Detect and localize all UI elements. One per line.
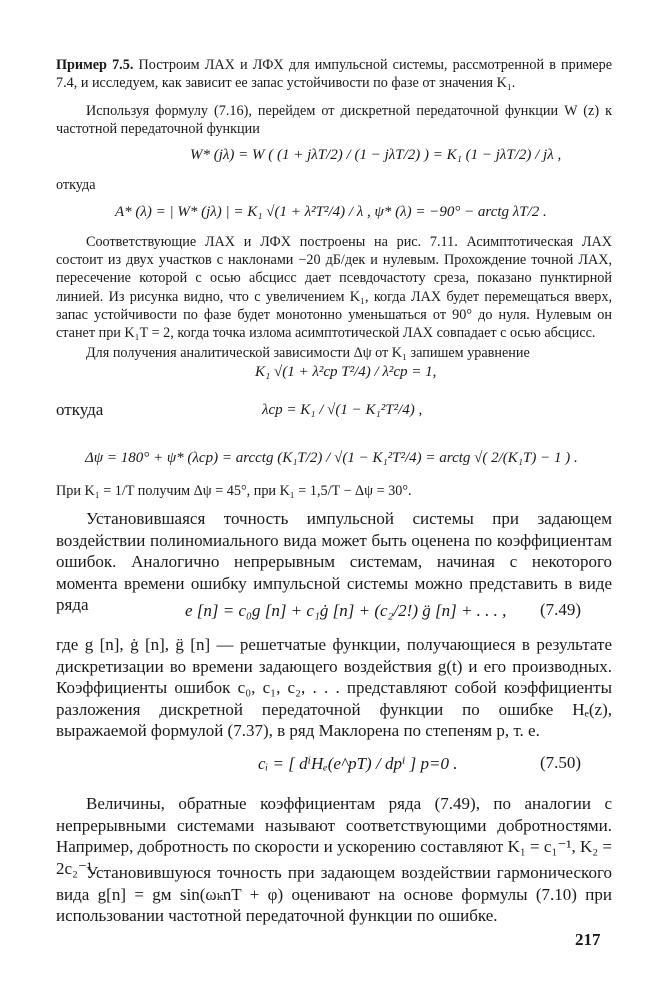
equation-delta-psi: Δψ = 180° + ψ* (λср) = arcctg (K₁T/2) / √(1 − K₁²T²/4) = arctg √( 2/(K₁T) − 1 ) . bbox=[85, 450, 578, 466]
equation-a-star-psi: A* (λ) = | W* (jλ) | = K₁ √(1 + λ²T²/4) / λ , ψ* (λ) = −90° − arctg λT/2 . bbox=[115, 204, 547, 220]
equation-w-star: W* (jλ) = W ( (1 + jλT/2) / (1 − jλT/2) ) = K₁ (1 − jλT/2) / jλ , bbox=[190, 147, 562, 163]
example-intro-text: Построим ЛАХ и ЛФХ для импульсной системы, рассмотренной в примере 7.4, и исследуем, как зависит ее запас устойчивости по фазе от значения K₁. bbox=[56, 57, 612, 92]
text-otkuda-1: откуда bbox=[56, 177, 96, 193]
equation-unity-gain: K₁ √(1 + λ²ср T²/4) / λ²ср = 1, bbox=[255, 364, 437, 380]
page-number: 217 bbox=[575, 930, 601, 949]
example-description-paragraph: Соответствующие ЛАХ и ЛФХ построены на рис. 7.11. Асимптотическая ЛАХ состоит из двух участков с наклонами −20 дБ/дек и нулевым. Прохождение точной ЛАХ, пересечение которой с осью абсцисс дает псевдочастоту среза, показано пунктирной линией. Из рисунка видно, что с увеличением K₁, когда ЛАХ будет перемещаться вверх, запас устойчивости по фазе будет монотонно уменьшаться от 90° до нуля. Нулевым он станет при K₁T = 2, когда точка излома асимптотической ЛАХ совпадает с осью абсцисс. bbox=[56, 234, 612, 342]
equation-750: cᵢ = [ dⁱHₑ(e^pT) / dpⁱ ] p=0 . bbox=[258, 754, 458, 773]
main-paragraph-2: где g [n], ġ [n], g̈ [n] — решетчатые функции, получающиеся в результате дискретизации во времени задающего воздействия g(t) и его производных. Коэффициенты ошибок c₀, c₁, c₂, . . . представляют собой коэффициенты разложения дискретной передаточной функции по ошибке Hₑ(z), выражаемой формулой (7.37), в ряд Маклорена по степеням p, т. е. bbox=[56, 635, 612, 740]
main-paragraph-3: Величины, обратные коэффициентам ряда (7.49), по аналогии с непрерывными системами называют соответствующими добротностями. Например, добротность по скорости и ускорению составляют K₁ = c₁⁻¹, K₂ = 2c₂⁻¹. bbox=[56, 794, 612, 878]
example-analytic-paragraph: Для получения аналитической зависимости Δψ от K₁ запишем уравнение bbox=[86, 345, 530, 361]
equation-lambda-cp: λср = K₁ / √(1 − K₁²T²/4) , bbox=[262, 402, 423, 418]
main-paragraph-1: Установившаяся точность импульсной системы при задающем воздействии полиномиального вида может быть оценена по коэффициентам ошибок. Аналогично непрерывным системам, начиная с некоторого момента времени ошибку импульсной системы можно представить в виде ряда bbox=[56, 509, 612, 614]
equation-750-number: (7.50) bbox=[540, 753, 582, 772]
example-intro-paragraph bbox=[56, 56, 612, 92]
text-otkuda-2: откуда bbox=[56, 400, 104, 419]
equation-749: e [n] = c₀g [n] + c₁ġ [n] + (c₂/2!) g̈ [n] + . . . , bbox=[185, 601, 507, 620]
example-method-paragraph: Используя формулу (7.16), перейдем от дискретной передаточной функции W (z) к частотной передаточной функции bbox=[56, 103, 612, 138]
example-result: При K₁ = 1/T получим Δψ = 45°, при K₁ = 1,5/T − Δψ = 30°. bbox=[56, 483, 412, 499]
equation-749-number: (7.49) bbox=[540, 600, 582, 619]
example-title: Пример 7.5. bbox=[56, 57, 134, 73]
main-paragraph-4: Установившуюся точность при задающем воздействии гармонического вида g[n] = gм sin(ωₖnT + φ) оценивают на основе формулы (7.10) при использовании частотной передаточной функции по ошибке. bbox=[56, 863, 612, 925]
